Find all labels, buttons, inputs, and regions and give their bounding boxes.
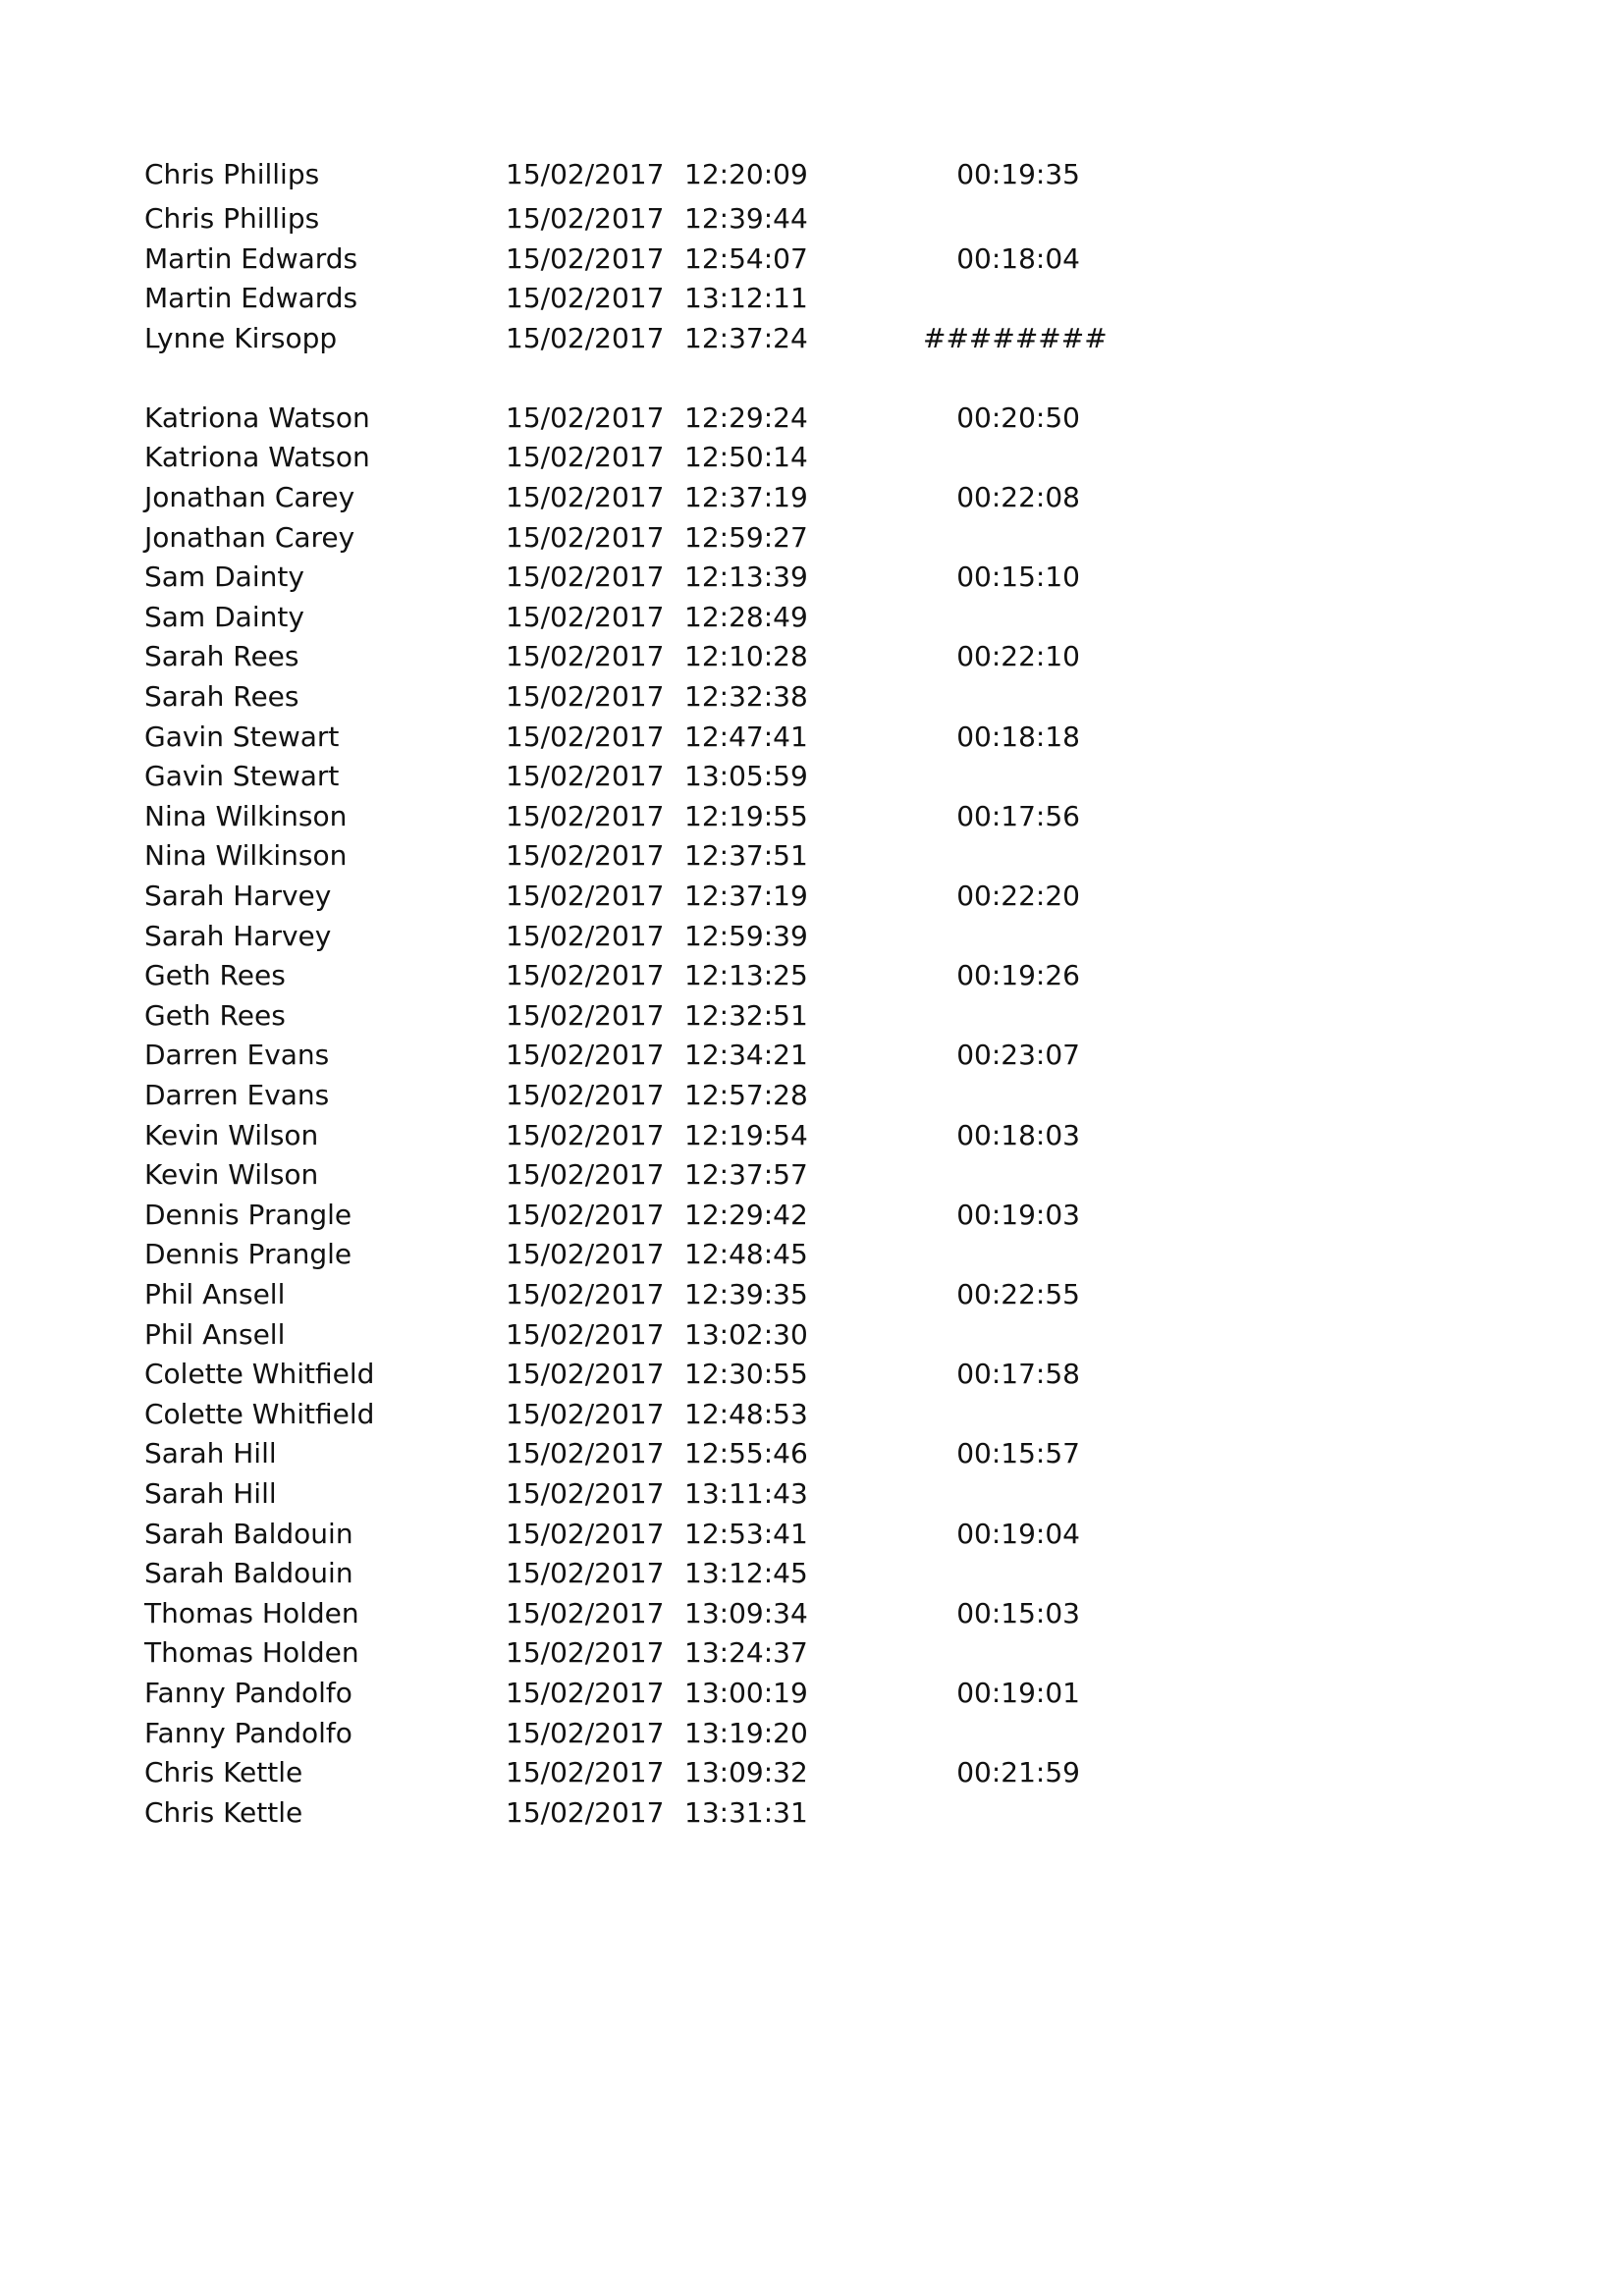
table-row	[0, 757, 1624, 796]
entry-time: 12:59:39	[684, 920, 808, 952]
runner-name: Chris Phillips	[144, 202, 320, 235]
elapsed-duration	[923, 1076, 1080, 1115]
table-row	[0, 1474, 1624, 1514]
elapsed-duration	[923, 757, 1080, 796]
entry-time: 12:54:07	[684, 242, 808, 275]
entry-time: 13:12:45	[684, 1557, 808, 1589]
entry-time: 12:37:19	[684, 880, 808, 912]
runner-name: Sarah Rees	[144, 640, 299, 672]
runner-name: Lynne Kirsopp	[144, 322, 338, 354]
entry-date: 15/02/2017	[506, 158, 665, 190]
table-row	[0, 155, 1624, 194]
entry-time: 13:09:32	[684, 1756, 808, 1789]
runner-name: Katriona Watson	[144, 401, 370, 434]
elapsed-duration	[923, 438, 1080, 477]
entry-date: 15/02/2017	[506, 1398, 665, 1430]
entry-date: 15/02/2017	[506, 999, 665, 1032]
runner-name: Jonathan Carey	[144, 481, 355, 513]
table-row	[0, 1155, 1624, 1195]
entry-date: 15/02/2017	[506, 1557, 665, 1589]
elapsed-duration: 00:18:18	[956, 721, 1080, 753]
entry-date: 15/02/2017	[506, 1717, 665, 1749]
entry-time: 12:37:57	[684, 1158, 808, 1191]
entry-time: 12:53:41	[684, 1518, 808, 1550]
entry-date: 15/02/2017	[506, 839, 665, 872]
table-row	[0, 1633, 1624, 1673]
runner-name: Sarah Harvey	[144, 880, 332, 912]
runner-name: Fanny Pandolfo	[144, 1677, 352, 1709]
table-row	[0, 797, 1624, 836]
runner-name: Nina Wilkinson	[144, 839, 348, 872]
elapsed-duration: 00:17:58	[956, 1358, 1080, 1390]
elapsed-duration	[923, 1633, 1080, 1673]
table-row	[0, 1554, 1624, 1593]
entry-time: 12:39:44	[684, 202, 808, 235]
entry-date: 15/02/2017	[506, 1079, 665, 1111]
elapsed-duration	[923, 1474, 1080, 1514]
elapsed-duration: 00:20:50	[956, 401, 1080, 434]
entry-time: 12:47:41	[684, 721, 808, 753]
table-row	[0, 637, 1624, 676]
elapsed-duration: 00:15:03	[956, 1597, 1080, 1629]
table-row	[0, 996, 1624, 1036]
elapsed-duration: 00:19:04	[956, 1518, 1080, 1550]
entry-date: 15/02/2017	[506, 1119, 665, 1151]
elapsed-duration: 00:22:08	[956, 481, 1080, 513]
elapsed-duration	[923, 199, 1080, 239]
entry-time: 12:32:51	[684, 999, 808, 1032]
entry-date: 15/02/2017	[506, 1278, 665, 1310]
runner-name: Darren Evans	[144, 1079, 330, 1111]
table-row	[0, 319, 1624, 358]
entry-date: 15/02/2017	[506, 561, 665, 593]
table-row	[0, 718, 1624, 757]
entry-time: 12:32:38	[684, 680, 808, 713]
table-row	[0, 1714, 1624, 1753]
entry-date: 15/02/2017	[506, 521, 665, 554]
entry-time: 12:59:27	[684, 521, 808, 554]
runner-name: Kevin Wilson	[144, 1119, 319, 1151]
entry-time: 13:19:20	[684, 1717, 808, 1749]
table-row	[0, 240, 1624, 279]
table-row	[0, 917, 1624, 956]
runner-name: Colette Whitfield	[144, 1398, 375, 1430]
entry-date: 15/02/2017	[506, 1358, 665, 1390]
entry-time: 13:11:43	[684, 1477, 808, 1510]
table-row	[0, 1315, 1624, 1355]
table-row	[0, 399, 1624, 438]
entry-date: 15/02/2017	[506, 1158, 665, 1191]
entry-time: 12:55:46	[684, 1437, 808, 1469]
entry-time: 13:00:19	[684, 1677, 808, 1709]
elapsed-duration: 00:23:07	[956, 1039, 1080, 1071]
runner-name: Geth Rees	[144, 959, 286, 991]
runner-name: Gavin Stewart	[144, 721, 340, 753]
runner-name: Kevin Wilson	[144, 1158, 319, 1191]
table-row	[0, 1753, 1624, 1792]
elapsed-duration: 00:15:57	[956, 1437, 1080, 1469]
entry-time: 12:37:51	[684, 839, 808, 872]
runner-name: Phil Ansell	[144, 1318, 286, 1351]
entry-date: 15/02/2017	[506, 601, 665, 633]
elapsed-duration	[923, 598, 1080, 637]
entry-time: 12:20:09	[684, 158, 808, 190]
runner-name: Sarah Baldouin	[144, 1518, 353, 1550]
table-row	[0, 1793, 1624, 1833]
runner-name: Sarah Rees	[144, 680, 299, 713]
runner-name: Chris Phillips	[144, 158, 320, 190]
table-row	[0, 199, 1624, 239]
runner-name: Thomas Holden	[144, 1636, 359, 1669]
entry-date: 15/02/2017	[506, 481, 665, 513]
entry-date: 15/02/2017	[506, 1677, 665, 1709]
entry-time: 12:37:24	[684, 322, 808, 354]
elapsed-duration: ########	[923, 322, 1108, 354]
entry-time: 13:02:30	[684, 1318, 808, 1351]
runner-name: Colette Whitfield	[144, 1358, 375, 1390]
runner-name: Sarah Baldouin	[144, 1557, 353, 1589]
runner-name: Sarah Hill	[144, 1437, 277, 1469]
table-row	[0, 1235, 1624, 1274]
elapsed-duration	[923, 1235, 1080, 1274]
entry-time: 12:29:24	[684, 401, 808, 434]
runner-name: Darren Evans	[144, 1039, 330, 1071]
entry-time: 12:34:21	[684, 1039, 808, 1071]
entry-date: 15/02/2017	[506, 1318, 665, 1351]
entry-date: 15/02/2017	[506, 202, 665, 235]
entry-date: 15/02/2017	[506, 1636, 665, 1669]
elapsed-duration: 00:18:04	[956, 242, 1080, 275]
elapsed-duration	[923, 996, 1080, 1036]
elapsed-duration: 00:19:03	[956, 1199, 1080, 1231]
entry-date: 15/02/2017	[506, 1597, 665, 1629]
table-row	[0, 1674, 1624, 1713]
table-row	[0, 677, 1624, 717]
table-row	[0, 438, 1624, 477]
runner-name: Dennis Prangle	[144, 1199, 352, 1231]
table-row	[0, 1076, 1624, 1115]
entry-date: 15/02/2017	[506, 760, 665, 792]
entry-time: 13:31:31	[684, 1796, 808, 1829]
entry-time: 12:28:49	[684, 601, 808, 633]
table-row	[0, 877, 1624, 916]
elapsed-duration: 00:15:10	[956, 561, 1080, 593]
entry-date: 15/02/2017	[506, 1796, 665, 1829]
entry-date: 15/02/2017	[506, 441, 665, 473]
entry-time: 13:09:34	[684, 1597, 808, 1629]
table-row	[0, 836, 1624, 876]
entry-date: 15/02/2017	[506, 920, 665, 952]
elapsed-duration	[923, 917, 1080, 956]
elapsed-duration	[923, 836, 1080, 876]
entry-date: 15/02/2017	[506, 800, 665, 832]
table-row	[0, 1515, 1624, 1554]
entry-date: 15/02/2017	[506, 1756, 665, 1789]
entry-date: 15/02/2017	[506, 242, 665, 275]
elapsed-duration	[923, 1155, 1080, 1195]
entry-time: 12:39:35	[684, 1278, 808, 1310]
table-row	[0, 956, 1624, 995]
table-row	[0, 1116, 1624, 1155]
entry-time: 12:29:42	[684, 1199, 808, 1231]
runner-name: Martin Edwards	[144, 242, 358, 275]
elapsed-duration: 00:22:55	[956, 1278, 1080, 1310]
elapsed-duration: 00:18:03	[956, 1119, 1080, 1151]
entry-date: 15/02/2017	[506, 401, 665, 434]
table-row	[0, 1196, 1624, 1235]
elapsed-duration: 00:22:10	[956, 640, 1080, 672]
entry-time: 12:30:55	[684, 1358, 808, 1390]
entry-date: 15/02/2017	[506, 282, 665, 314]
entry-date: 15/02/2017	[506, 1199, 665, 1231]
entry-date: 15/02/2017	[506, 721, 665, 753]
table-row	[0, 1594, 1624, 1633]
runner-name: Thomas Holden	[144, 1597, 359, 1629]
entry-time: 12:50:14	[684, 441, 808, 473]
entry-date: 15/02/2017	[506, 1238, 665, 1270]
runner-name: Nina Wilkinson	[144, 800, 348, 832]
runner-name: Phil Ansell	[144, 1278, 286, 1310]
elapsed-duration	[923, 1315, 1080, 1355]
entry-date: 15/02/2017	[506, 1437, 665, 1469]
entry-date: 15/02/2017	[506, 1477, 665, 1510]
elapsed-duration	[923, 279, 1080, 318]
elapsed-duration: 00:19:26	[956, 959, 1080, 991]
table-row	[0, 478, 1624, 517]
entry-time: 12:57:28	[684, 1079, 808, 1111]
table-row	[0, 1355, 1624, 1394]
runner-name: Sarah Hill	[144, 1477, 277, 1510]
entry-time: 12:13:39	[684, 561, 808, 593]
runner-name: Gavin Stewart	[144, 760, 340, 792]
elapsed-duration: 00:19:01	[956, 1677, 1080, 1709]
entry-date: 15/02/2017	[506, 680, 665, 713]
elapsed-duration	[923, 518, 1080, 558]
elapsed-duration	[923, 1714, 1080, 1753]
entry-date: 15/02/2017	[506, 880, 665, 912]
entry-time: 13:05:59	[684, 760, 808, 792]
runner-name: Sarah Harvey	[144, 920, 332, 952]
runner-name: Jonathan Carey	[144, 521, 355, 554]
elapsed-duration: 00:21:59	[956, 1756, 1080, 1789]
entry-time: 13:12:11	[684, 282, 808, 314]
entry-time: 12:13:25	[684, 959, 808, 991]
entry-time: 12:48:53	[684, 1398, 808, 1430]
table-row	[0, 598, 1624, 637]
elapsed-duration: 00:19:35	[956, 158, 1080, 190]
entry-time: 12:19:54	[684, 1119, 808, 1151]
runner-name: Chris Kettle	[144, 1796, 303, 1829]
runner-name: Chris Kettle	[144, 1756, 303, 1789]
entry-date: 15/02/2017	[506, 959, 665, 991]
elapsed-duration	[923, 677, 1080, 717]
entry-time: 12:48:45	[684, 1238, 808, 1270]
entry-date: 15/02/2017	[506, 1518, 665, 1550]
table-row	[0, 1395, 1624, 1434]
entry-time: 12:37:19	[684, 481, 808, 513]
entry-date: 15/02/2017	[506, 640, 665, 672]
table-row	[0, 518, 1624, 558]
runner-name: Fanny Pandolfo	[144, 1717, 352, 1749]
runner-name: Geth Rees	[144, 999, 286, 1032]
runner-name: Sam Dainty	[144, 601, 304, 633]
entry-date: 15/02/2017	[506, 322, 665, 354]
entry-time: 13:24:37	[684, 1636, 808, 1669]
table-row	[0, 1036, 1624, 1075]
elapsed-duration: 00:22:20	[956, 880, 1080, 912]
elapsed-duration	[923, 1793, 1080, 1833]
table-row	[0, 1275, 1624, 1314]
runner-name: Sam Dainty	[144, 561, 304, 593]
entry-date: 15/02/2017	[506, 1039, 665, 1071]
runner-name: Dennis Prangle	[144, 1238, 352, 1270]
elapsed-duration	[923, 1395, 1080, 1434]
runner-name: Katriona Watson	[144, 441, 370, 473]
table-row	[0, 558, 1624, 597]
runner-name: Martin Edwards	[144, 282, 358, 314]
table-row	[0, 279, 1624, 318]
elapsed-duration: 00:17:56	[956, 800, 1080, 832]
table-row	[0, 1434, 1624, 1473]
entry-time: 12:10:28	[684, 640, 808, 672]
entry-time: 12:19:55	[684, 800, 808, 832]
elapsed-duration	[923, 1554, 1080, 1593]
